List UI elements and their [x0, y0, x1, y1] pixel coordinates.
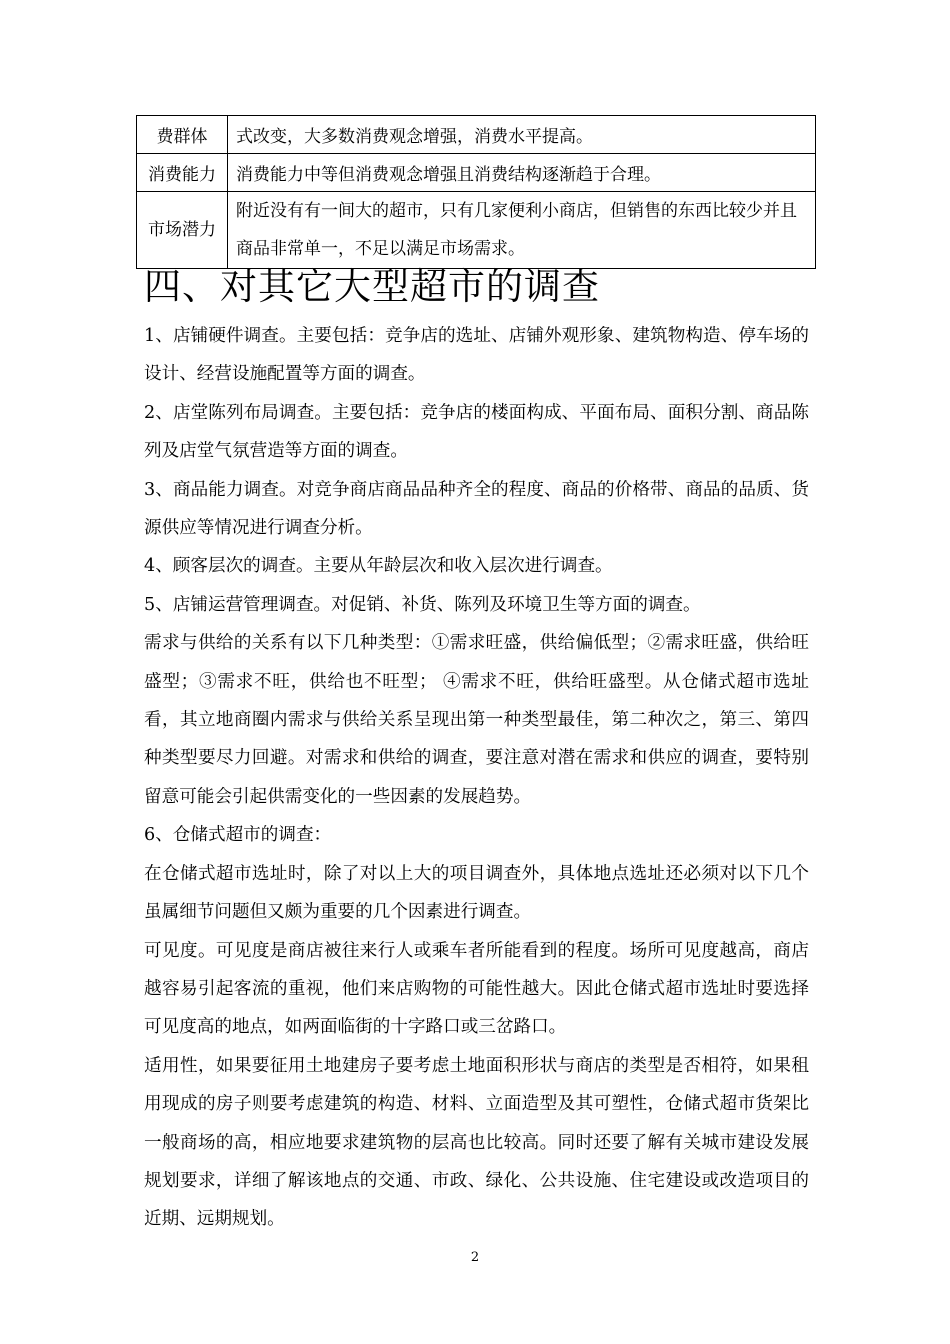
paragraph: 4、顾客层次的调查。主要从年龄层次和收入层次进行调查。 [144, 556, 613, 577]
table-row-label: 消费能力 [137, 154, 228, 192]
paragraph: 3、商品能力调查。对竞争商店商品品种齐全的程度、商品的价格带、商品的品质、货源供应等情况进行调查分析。 [144, 479, 809, 539]
section-heading: 四、对其它大型超市的调查 [144, 265, 600, 308]
paragraph: 6、仓储式超市的调查： [144, 825, 332, 846]
page-number: 2 [470, 1250, 480, 1265]
paragraph: 2、店堂陈列布局调查。主要包括：竞争店的楼面构成、平面布局、面积分割、商品陈列及店堂气氛营造等方面的调查。 [144, 402, 809, 462]
table-row-text: 附近没有有一间大的超市，只有几家便利小商店，但销售的东西比较少并且商品非常单一，不足以满足市场需求。 [228, 192, 816, 269]
consumer-analysis-table [136, 115, 816, 269]
paragraph: 5、店铺运营管理调查。对促销、补货、陈列及环境卫生等方面的调查。 [144, 594, 701, 615]
table-row-text: 式改变，大多数消费观念增强，消费水平提高。 [228, 116, 816, 154]
table-row [137, 154, 816, 192]
paragraph: 1、店铺硬件调查。主要包括：竞争店的选址、店铺外观形象、建筑物构造、停车场的设计、经营设施配置等方面的调查。 [144, 326, 809, 385]
table-row-label: 费群体 [137, 116, 228, 154]
paragraph: 可见度。可见度是商店被往来行人或乘车者所能看到的程度。场所可见度越高，商店越容易引起客流的重视，他们来店购物的可能性越大。因此仓储式超市选址时要选择可见度高的地点，如两面临街的十字路口或三岔路口。 [144, 940, 809, 1038]
paragraph: 在仓储式超市选址时，除了对以上大的项目调查外，具体地点选址还必须对以下几个虽属细节问题但又颇为重要的几个因素进行调查。 [144, 863, 809, 923]
body-text [144, 317, 809, 1239]
table-row-text: 消费能力中等但消费观念增强且消费结构逐渐趋于合理。 [228, 154, 816, 192]
table-row-label: 市场潜力 [137, 192, 228, 269]
paragraph: 适用性，如果要征用土地建房子要考虑土地面积形状与商店的类型是否相符，如果租用现成的房子则要考虑建筑的构造、材料、立面造型及其可塑性，仓储式超市货架比一般商场的高，相应地要求建筑物的层高也比较高。同时还要了解有关城市建设发展规划要求，详细了解该地点的交通、市政、绿化、公共设施、住宅建设或改造项目的近期、远期规划。 [144, 1055, 809, 1230]
table-row [137, 116, 816, 154]
paragraph: 需求与供给的关系有以下几种类型：①需求旺盛，供给偏低型；②需求旺盛，供给旺盛型；③需求不旺，供给也不旺型； ④需求不旺，供给旺盛型。从仓储式超市选址看，其立地商圈内需求与供给关系呈现出第一种类型最佳，第二种次之，第三、第四种类型要尽力回避。对需求和供给的调查，要注意对潜在需求和供应的调查，要特别留意可能会引起供需变化的一些因素的发展趋势。 [144, 633, 809, 807]
